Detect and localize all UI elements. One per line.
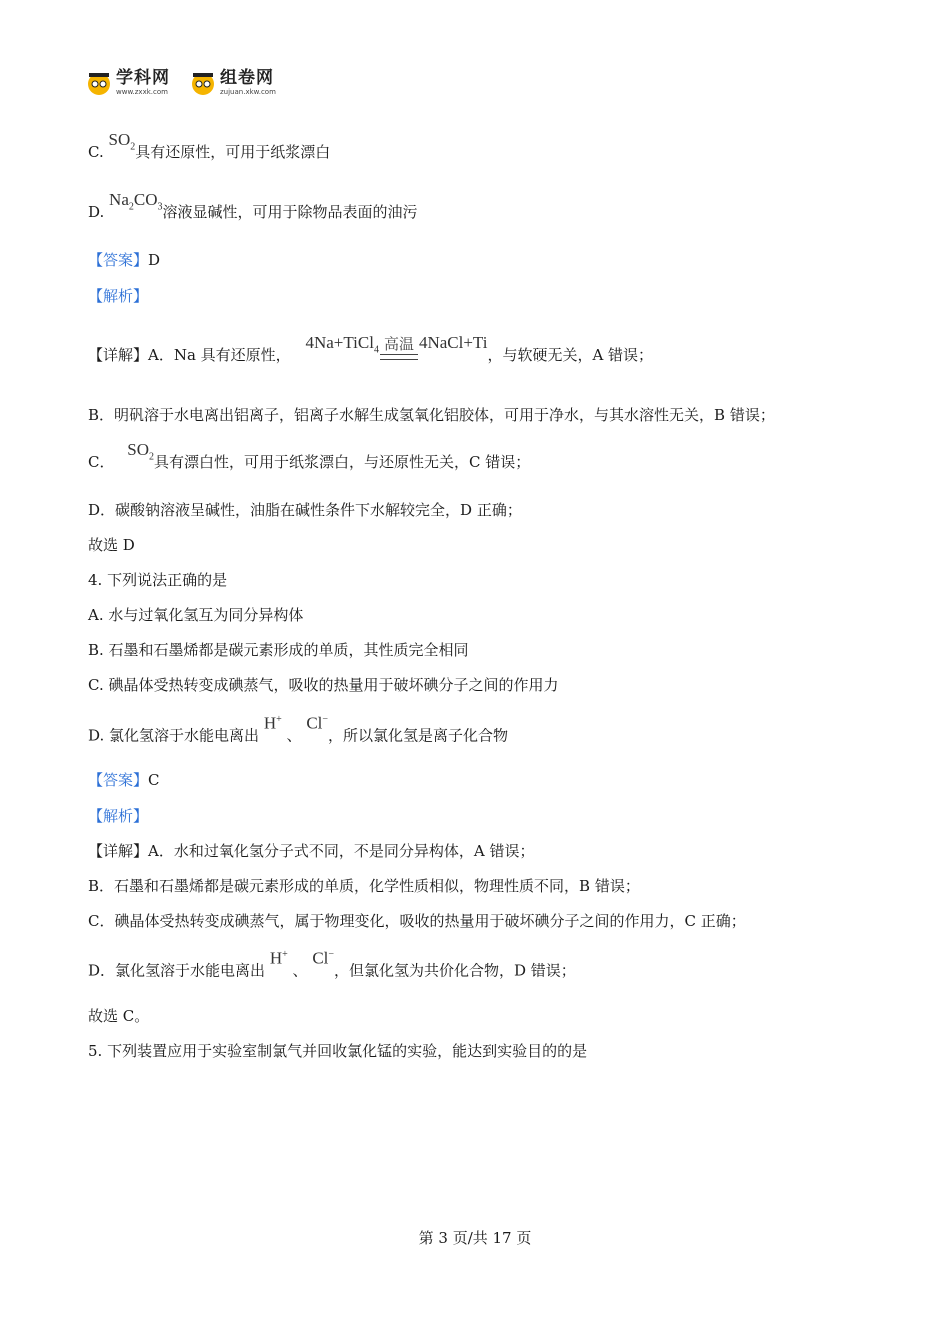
page-number: 第 3 页/共 17 页 (418, 1229, 532, 1247)
q4-detail-c: C．碘晶体受热转变成碘蒸气，属于物理变化，吸收的热量用于破坏碘分子之间的作用力，C 正确； (88, 912, 746, 930)
zujuanwang-logo (190, 70, 276, 96)
q4-stem: 4. 下列说法正确的是 (88, 571, 228, 589)
xuekewang-logo (86, 70, 170, 96)
q3-detail-a: 【详解】A．Na 具有还原性， 4Na+TiCl$_4$ 高温 4NaCl+Ti，与软硬无关，A 错误； (88, 333, 654, 364)
q3-option-c: C. $SO_2$具有还原性，可用于纸浆漂白 (88, 130, 331, 161)
formula-na2co3: $Na_2CO_3$ (109, 190, 163, 213)
q5-stem: 5. 下列装置应用于实验室制氯气并回收氯化锰的实验，能达到实验目的的是 (88, 1042, 588, 1060)
q3-conclusion: 故选 D (88, 536, 135, 554)
q4-option-b: B. 石墨和石墨烯都是碳元素形成的单质，其性质完全相同 (88, 641, 469, 659)
q3-option-d: D. $Na_2CO_3$溶液显碱性，可用于除物品表面的油污 (88, 190, 418, 221)
q4-option-c: C. 碘晶体受热转变成碘蒸气，吸收的热量用于破坏碘分子之间的作用力 (88, 676, 559, 694)
q4-option-a: A. 水与过氧化氢互为同分异构体 (88, 606, 304, 624)
q4-answer: 【答案】C (88, 771, 160, 789)
q4-option-d: D. 氯化氢溶于水能电离出 H+ 、 Cl−，所以氯化氢是离子化合物 (88, 722, 508, 746)
q3-answer: 【答案】D (88, 251, 161, 269)
q4-detail-d: D．氯化氢溶于水能电离出 H+ 、 Cl−，但氯化氢为共价化合物，D 错误； (88, 957, 576, 981)
logo-url: zujuan.xkw.com (220, 88, 276, 96)
formula-so2: $SO_2$ (108, 130, 136, 153)
q3-analysis-label: 【解析】 (88, 287, 149, 305)
ion-h-plus: H+ (263, 713, 282, 733)
q3-detail-c: C． $SO_2$具有漂白性，可用于纸浆漂白，与还原性无关，C 错误； (88, 440, 531, 471)
reaction-equation: 4Na+TiCl$_4$ 高温 4NaCl+Ti (305, 333, 487, 360)
ion-cl-minus: Cl− (306, 713, 329, 733)
logo-mascot-icon (86, 70, 112, 96)
logo-title: 组卷网 (220, 68, 274, 88)
q4-detail-b: B．石墨和石墨烯都是碳元素形成的单质，化学性质相似，物理性质不同，B 错误； (88, 877, 640, 895)
q3-detail-b: B．明矾溶于水电离出铝离子，铝离子水解生成氢氧化铝胶体，可用于净水，与其水溶性无关，B 错误； (88, 406, 775, 424)
q4-analysis-label: 【解析】 (88, 807, 149, 825)
ion-cl-minus: Cl− (312, 948, 335, 968)
q4-detail-a: 【详解】A．水和过氧化氢分子式不同，不是同分异构体，A 错误； (88, 842, 535, 860)
ion-h-plus: H+ (269, 948, 288, 968)
q3-detail-d: D．碳酸钠溶液呈碱性，油脂在碱性条件下水解较完全，D 正确； (88, 501, 522, 519)
logo-mascot-icon (190, 70, 216, 96)
logo-title: 学科网 (116, 68, 170, 88)
q4-conclusion: 故选 C。 (88, 1007, 150, 1025)
reaction-condition-arrow: 高温 (380, 336, 418, 360)
formula-so2: $SO_2$ (127, 440, 154, 463)
logo-url: www.zxxk.com (116, 88, 168, 96)
